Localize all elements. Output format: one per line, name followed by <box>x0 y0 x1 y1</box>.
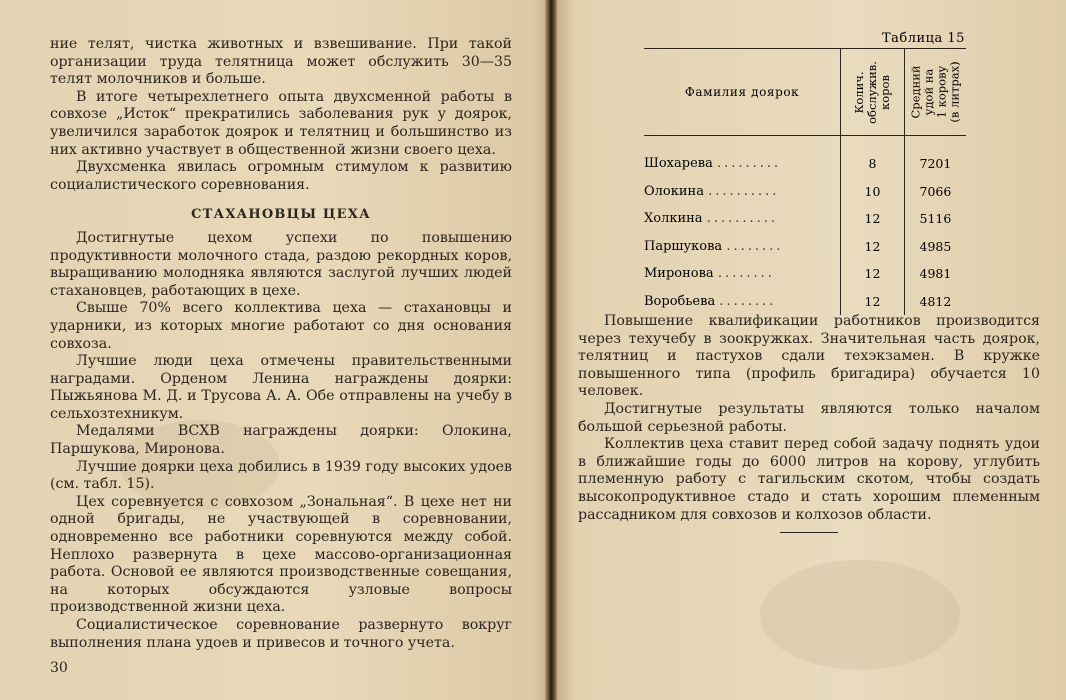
row-name: Холкина <box>644 211 703 227</box>
table-caption: Таблица 15 <box>882 31 965 46</box>
header-cows-line: коров <box>877 74 892 110</box>
row-yield: 7066 <box>904 178 966 206</box>
row-name: Паршукова <box>644 238 723 254</box>
row-yield: 7201 <box>904 136 966 178</box>
paragraph: Цех соревнуется с совхозом „Зональная“. В цехе нет ни одной бригады, не участвующей в соревновании, одновременно все работники соревнуются между собой. Неплохо развернута в цехе массово-организационная работа. Основой ее являются производственные совещания, на которых обсуждаются узловые вопросы производственной жизни цеха. <box>50 493 512 616</box>
paragraph: Лучшие доярки цеха добились в 1939 году высоких удоев (см. табл. 15). <box>50 458 512 493</box>
row-name: Миронова <box>644 266 714 282</box>
header-yield-line: 1 корову <box>934 65 949 119</box>
row-name: Олокина <box>644 183 704 199</box>
header-yield-line: удой на <box>921 68 936 116</box>
row-cows: 12 <box>841 233 905 261</box>
row-yield: 4981 <box>904 260 966 288</box>
section-heading: СТАХАНОВЦЫ ЦЕХА <box>191 207 371 223</box>
paragraph: Двухсменка явилась огромным стимулом к развитию социалистического соревнования. <box>50 159 512 193</box>
row-cows: 10 <box>841 178 905 206</box>
end-rule-divider <box>780 532 838 533</box>
row-name: Воробьева <box>644 293 716 309</box>
header-yield <box>904 49 966 136</box>
paragraph: Социалистическое соревнование развернуто вокруг выполнения плана удоев и привесов и точного учета. <box>50 617 512 651</box>
paragraph: Достигнутые цехом успехи по повышению продуктивности молочного стада, раздою рекордных коров, выращиванию молодняка являются заслугой лучших людей стахановцев, работающих в цехе. <box>50 229 512 299</box>
table-row <box>644 288 966 316</box>
row-cows: 8 <box>841 136 905 178</box>
right-page-text <box>578 313 1040 524</box>
data-table <box>644 48 966 315</box>
table-header-row <box>644 49 966 136</box>
row-name-cell: Миронова ........ <box>644 266 775 282</box>
paragraph: Медалями ВСХВ награждены доярки: Олокина, Паршукова, Миронова. <box>50 423 512 458</box>
row-name-cell: Воробьева ........ <box>644 293 777 309</box>
table-row <box>644 136 966 178</box>
paragraph: ние телят, чистка животных и взвешивание. При такой организации труда телятница может обслужить 30—35 телят молочников и больше. <box>50 36 512 88</box>
header-cows-line: Колич. <box>851 70 866 114</box>
row-name-cell: Холкина .......... <box>644 211 779 227</box>
row-yield: 5116 <box>904 205 966 233</box>
page-number: 30 <box>50 660 68 676</box>
header-yield-line: Средний <box>908 65 923 119</box>
table-row <box>644 205 966 233</box>
paragraph: В итоге четырехлетнего опыта двухсменной работы в совхозе „Исток“ прекратились заболевания рук у доярок, увеличился заработок доярок и телятниц и большинство из них активно участвует в общественной жизни своего цеха. <box>50 88 512 158</box>
paragraph: Повышение квалификации работников производится через техучебу в зоокружках. Значительная часть доярок, телятниц и пастухов сдали техэкзамен. В кружке повышенного типа (профиль бригадира) обучается 10 человек. <box>578 313 1040 400</box>
header-name: Фамилия доярок <box>644 49 841 136</box>
paragraph: Достигнутые результаты являются только началом большой серьезной работы. <box>578 400 1040 435</box>
header-cows <box>841 49 905 136</box>
header-yield-line: (в литрах) <box>947 61 962 123</box>
header-cows-rotated <box>853 61 892 124</box>
row-name-cell: Шохарева ......... <box>644 156 782 172</box>
row-name-cell: Олокина .......... <box>644 183 780 199</box>
paragraph: Лучшие люди цеха отмечены правительственными наградами. Орденом Ленина награждены доярки: Пыжьянова М. Д. и Трусова А. А. Обе отправлены на учебу в сельхозтехникум. <box>50 353 512 422</box>
row-yield: 4812 <box>904 288 966 316</box>
milk-yield-table <box>644 48 966 315</box>
table-row <box>644 260 966 288</box>
paragraph: Свыше 70% всего коллектива цеха — стахановцы и ударники, из которых многие работают со дня основания совхоза. <box>50 300 512 352</box>
row-name-cell: Паршукова ........ <box>644 238 784 254</box>
header-yield-rotated <box>909 61 961 122</box>
paragraph: Коллектив цеха ставит перед собой задачу поднять удои в ближайшие годы до 6000 литров на корову, углубить племенную работу с тагильским скотом, чтобы создать высокопродуктивное стадо и стать хорошим племенным рассадником для совхозов и колхозов области. <box>578 436 1040 523</box>
table-row <box>644 178 966 206</box>
row-yield: 4985 <box>904 233 966 261</box>
row-cows: 12 <box>841 205 905 233</box>
table-row <box>644 233 966 261</box>
row-name: Шохарева <box>644 156 713 172</box>
row-cows: 12 <box>841 288 905 316</box>
left-page-text <box>50 36 512 652</box>
row-cows: 12 <box>841 260 905 288</box>
header-cows-line: обслужив. <box>864 60 879 124</box>
